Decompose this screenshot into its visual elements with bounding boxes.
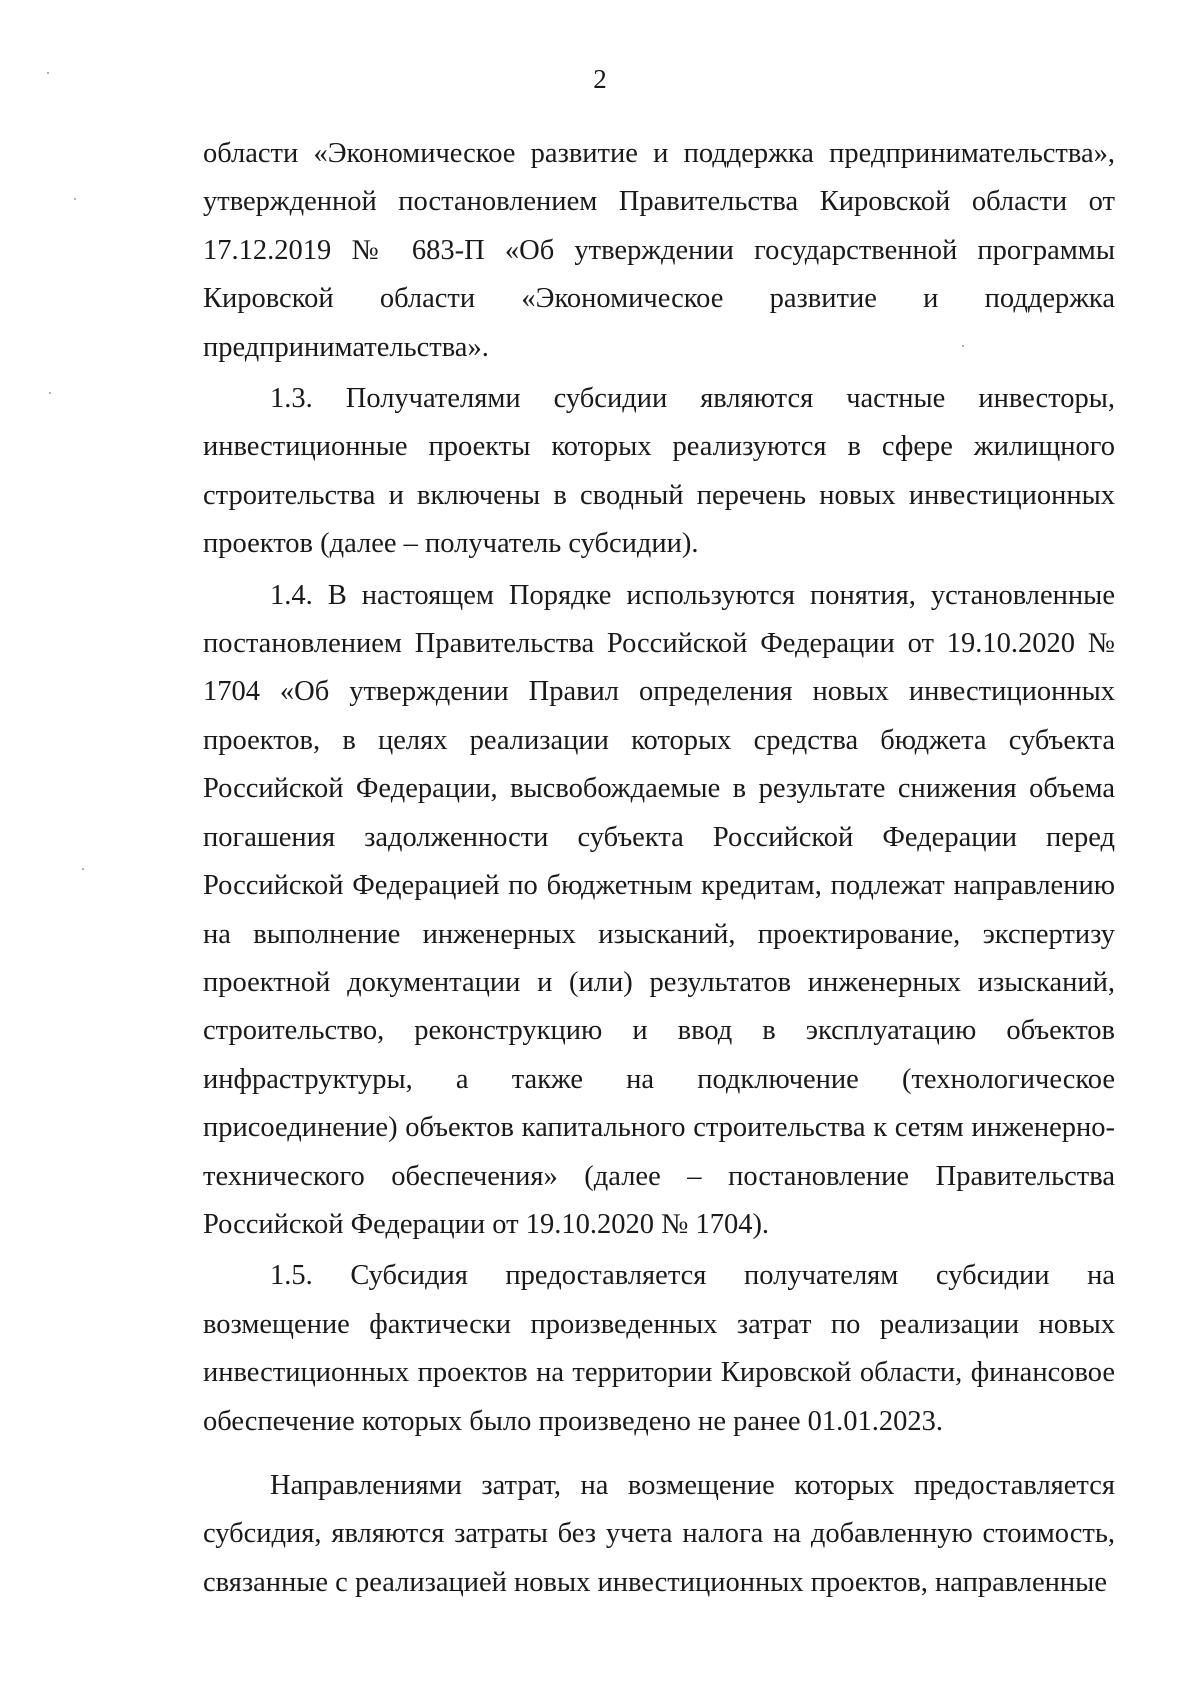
scan-speck <box>82 868 84 870</box>
paragraph-1-3: 1.3. Получателями субсидии являются частные инвесторы, инвестиционные проекты которых реализуются в сфере жилищного строительства и включены в сводный перечень новых инвестиционных проектов (далее – получатель субсидии). <box>203 383 1115 560</box>
paragraph-1-4: 1.4. В настоящем Порядке используются понятия, установленные постановлением Правительства Российской Федерации от 19.10.2020 № 1704 «Об утверждении Правил определения новых инвестиционных проектов, в целях реализации которых средства бюджета субъекта Российской Федерации, высвобождаемые в результате снижения объема погашения задолженности субъекта Российской Федерации перед Российской Федерацией по бюджетным кредитам, подлежат направлению на выполнение инженерных изысканий, проектирование, экспертизу проектной документации и (или) результатов инженерных изысканий, строительство, реконструкцию и ввод в эксплуатацию объектов инфраструктуры, а также на подключение (технологическое присоединение) объектов капитального строительства к сетям инженерно-технического обеспечения» (далее – постановление Правительства Российской Федерации от 19.10.2020 № 1704). <box>203 579 1115 1240</box>
scan-speck <box>962 345 964 347</box>
document-body <box>203 130 1115 1607</box>
paragraph-1-5: 1.5. Субсидия предоставляется получателям субсидии на возмещение фактически произведенных затрат по реализации новых инвестиционных проектов на территории Кировской области, финансовое обеспечение которых было произведено не ранее 01.01.2023. <box>203 1260 1115 1437</box>
paragraph-cost-directions: Направлениями затрат, на возмещение которых предоставляется субсидия, являются затраты без учета налога на добавленную стоимость, связанные с реализацией новых инвестиционных проектов, направленные <box>203 1469 1115 1598</box>
page-number: 2 <box>593 64 607 94</box>
scan-speck <box>47 72 49 74</box>
scan-speck <box>74 198 76 200</box>
scan-speck <box>49 392 51 394</box>
paragraph-continuation: области «Экономическое развитие и поддержка предпринимательства», утвержденной постановлением Правительства Кировской области от 17.12.2019 № 683-П «Об утверждении государственной программы Кировской области «Экономическое развитие и поддержка предпринимательства». <box>203 138 1115 363</box>
